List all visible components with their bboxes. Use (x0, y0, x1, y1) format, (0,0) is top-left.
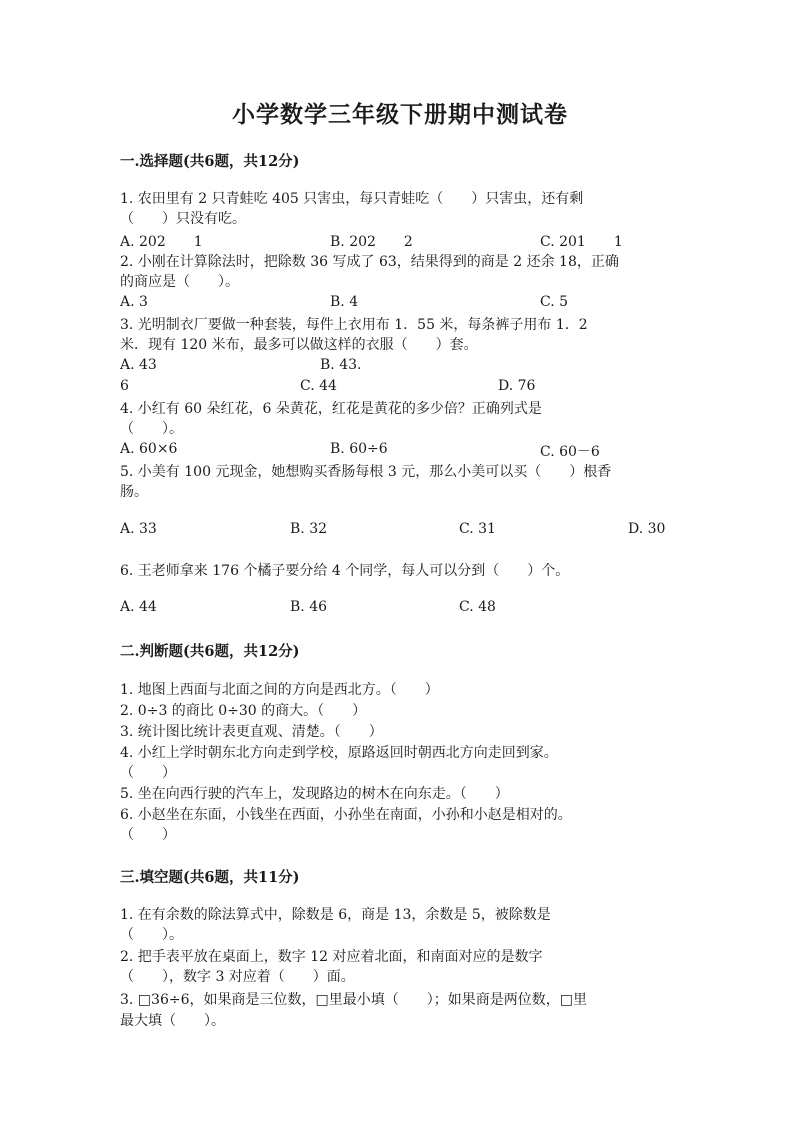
question-4-option-c: C. 60－6 (540, 444, 600, 460)
question-2-option-c: C. 5 (540, 294, 569, 310)
section-heading-judgment: 二.判断题(共6题，共12分) (120, 643, 300, 660)
question-3-option-a: A. 43 (120, 357, 157, 373)
judgment-4-text-cont: （ ） (120, 765, 176, 781)
question-2-option-a: A. 3 (120, 294, 148, 310)
question-5-option-a: A. 33 (120, 521, 157, 537)
question-1-text-cont: （ ）只没有吃。 (120, 211, 246, 227)
question-5-text-cont: 肠。 (120, 484, 148, 500)
question-6-option-c: C. 48 (459, 599, 496, 615)
question-3-text-cont: 米．现有 120 米布，最多可以做这样的衣服（ ）套。 (120, 337, 478, 353)
question-3-option-d: D. 76 (498, 378, 536, 394)
question-3-option-b-cont: 6 (120, 378, 129, 394)
question-6-option-a: A. 44 (120, 599, 157, 615)
question-4-option-a: A. 60×6 (120, 441, 178, 457)
judgment-4-text: 4. 小红上学时朝东北方向走到学校，原路返回时朝西北方向走回到家。 (120, 745, 558, 761)
question-4-text-cont: （ ）。 (120, 421, 183, 437)
judgment-6-text: 6. 小赵坐在东面，小钱坐在西面，小孙坐在南面，小孙和小赵是相对的。 (120, 807, 572, 823)
fill-blank-2-text: 2. 把手表平放在桌面上，数字 12 对应着北面，和南面对应的是数字 (120, 949, 543, 965)
question-1-option-a: A. 202 1 (120, 234, 203, 250)
section-heading-choice: 一.选择题(共6题，共12分) (120, 153, 300, 170)
fill-blank-3-text-cont: 最大填（ ）。 (120, 1013, 225, 1029)
question-5-option-d: D. 30 (628, 521, 666, 537)
question-5-option-b: B. 32 (290, 521, 328, 537)
question-1-option-b: B. 202 2 (330, 234, 413, 250)
fill-blank-2-text-cont: （ ），数字 3 对应着（ ）面。 (120, 969, 355, 985)
fill-blank-1-text: 1. 在有余数的除法算式中，除数是 6，商是 13，余数是 5，被除数是 (120, 907, 551, 923)
question-4-option-b: B. 60÷6 (330, 441, 388, 457)
section-heading-fill-blank: 三.填空题(共6题，共11分) (120, 869, 300, 886)
question-2-option-b: B. 4 (330, 294, 359, 310)
question-2-text: 2. 小刚在计算除法时，把除数 36 写成了 63，结果得到的商是 2 还余 18，正确 (120, 254, 619, 270)
fill-blank-1-text-cont: （ ）。 (120, 927, 183, 943)
question-1-option-c: C. 201 1 (540, 234, 623, 250)
question-2-text-cont: 的商应是（ ）。 (120, 274, 239, 290)
judgment-5-text: 5. 坐在向西行驶的汽车上，发现路边的树木在向东走。（ ） (120, 786, 509, 802)
judgment-6-text-cont: （ ） (120, 827, 176, 843)
question-4-text: 4. 小红有 60 朵红花，6 朵黄花，红花是黄花的多少倍？正确列式是 (120, 401, 542, 417)
question-1-text: 1. 农田里有 2 只青蛙吃 405 只害虫，每只青蛙吃（ ）只害虫，还有剩 (120, 191, 584, 207)
judgment-3-text: 3. 统计图比统计表更直观、清楚。（ ） (120, 724, 383, 740)
question-5-text: 5. 小美有 100 元现金，她想购买香肠每根 3 元，那么小美可以买（ ）根香 (120, 464, 612, 480)
judgment-1-text: 1. 地图上西面与北面之间的方向是西北方。（ ） (120, 682, 439, 698)
question-3-option-c: C. 44 (300, 378, 337, 394)
question-5-option-c: C. 31 (459, 521, 496, 537)
question-3-option-b: B. 43. (320, 357, 362, 373)
fill-blank-3-text: 3. □36÷6，如果商是三位数，□里最小填（ ）；如果商是两位数，□里 (120, 992, 587, 1008)
question-6-text: 6. 王老师拿来 176 个橘子要分给 4 个同学，每人可以分到（ ）个。 (120, 563, 570, 579)
question-3-text: 3. 光明制衣厂要做一种套装，每件上衣用布 1．55 米，每条裤子用布 1．2 (120, 317, 588, 333)
judgment-2-text: 2. 0÷3 的商比 0÷30 的商大。（ ） (120, 703, 367, 719)
question-6-option-b: B. 46 (290, 599, 328, 615)
page-title: 小学数学三年级下册期中测试卷 (232, 101, 568, 128)
